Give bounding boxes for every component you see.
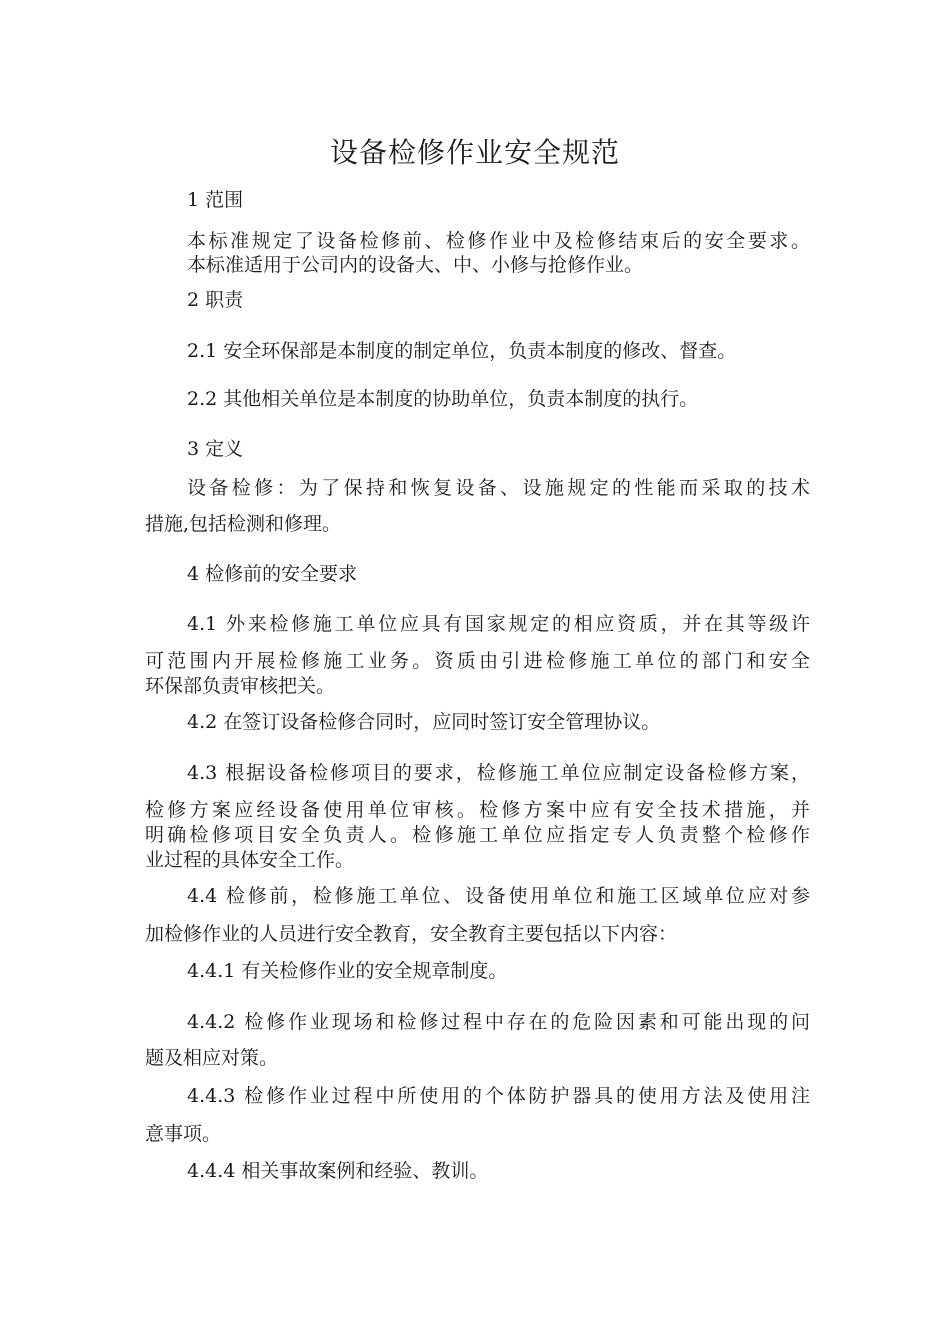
paragraph-line: 检修方案应经设备使用单位审核。检修方案中应有安全技术措施，并 [145,799,810,821]
section-heading: 4 检修前的安全要求 [187,563,358,585]
paragraph-line: 设备检修：为了保持和恢复设备、设施规定的性能而采取的技术 [187,477,810,499]
section-heading: 3 定义 [187,438,244,460]
paragraph-line: 2.1 安全环保部是本制度的制定单位，负责本制度的修改、督查。 [187,340,737,362]
paragraph-line: 4.4.4 相关事故案例和经验、教训。 [187,1160,489,1182]
paragraph-line: 4.4 检修前，检修施工单位、设备使用单位和施工区域单位应对参 [187,885,810,907]
section-heading: 1 范围 [187,189,244,211]
paragraph-line: 本标准适用于公司内的设备大、中、小修与抢修作业。 [187,254,644,276]
paragraph-line: 4.4.1 有关检修作业的安全规章制度。 [187,960,508,982]
section-heading: 2 职责 [187,289,244,311]
paragraph-line: 明确检修项目安全负责人。检修施工单位应指定专人负责整个检修作 [145,824,810,846]
paragraph-line: 4.3 根据设备检修项目的要求，检修施工单位应制定设备检修方案， [187,762,810,784]
paragraph-line: 4.1 外来检修施工单位应具有国家规定的相应资质，并在其等级许 [187,613,810,635]
paragraph-line: 本标准规定了设备检修前、检修作业中及检修结束后的安全要求。 [187,230,810,252]
paragraph-line: 题及相应对策。 [145,1047,279,1069]
paragraph-line: 加检修作业的人员进行安全教育，安全教育主要包括以下内容： [145,923,678,945]
paragraph-line: 可范围内开展检修施工业务。资质由引进检修施工单位的部门和安全 [145,650,810,672]
paragraph-line: 环保部负责审核把关。 [145,675,336,697]
paragraph-line: 4.4.3 检修作业过程中所使用的个体防护器具的使用方法及使用注 [187,1085,810,1107]
document-title: 设备检修作业安全规范 [329,136,620,169]
paragraph-line: 4.4.2 检修作业现场和检修过程中存在的危险因素和可能出现的问 [187,1011,810,1033]
paragraph-line: 2.2 其他相关单位是本制度的协助单位，负责本制度的执行。 [187,388,699,410]
paragraph-line: 措施,包括检测和修理。 [145,513,342,535]
paragraph-line: 意事项。 [145,1123,222,1145]
paragraph-line: 4.2 在签订设备检修合同时，应同时签订安全管理协议。 [187,711,661,733]
paragraph-line: 业过程的具体安全工作。 [145,849,355,871]
